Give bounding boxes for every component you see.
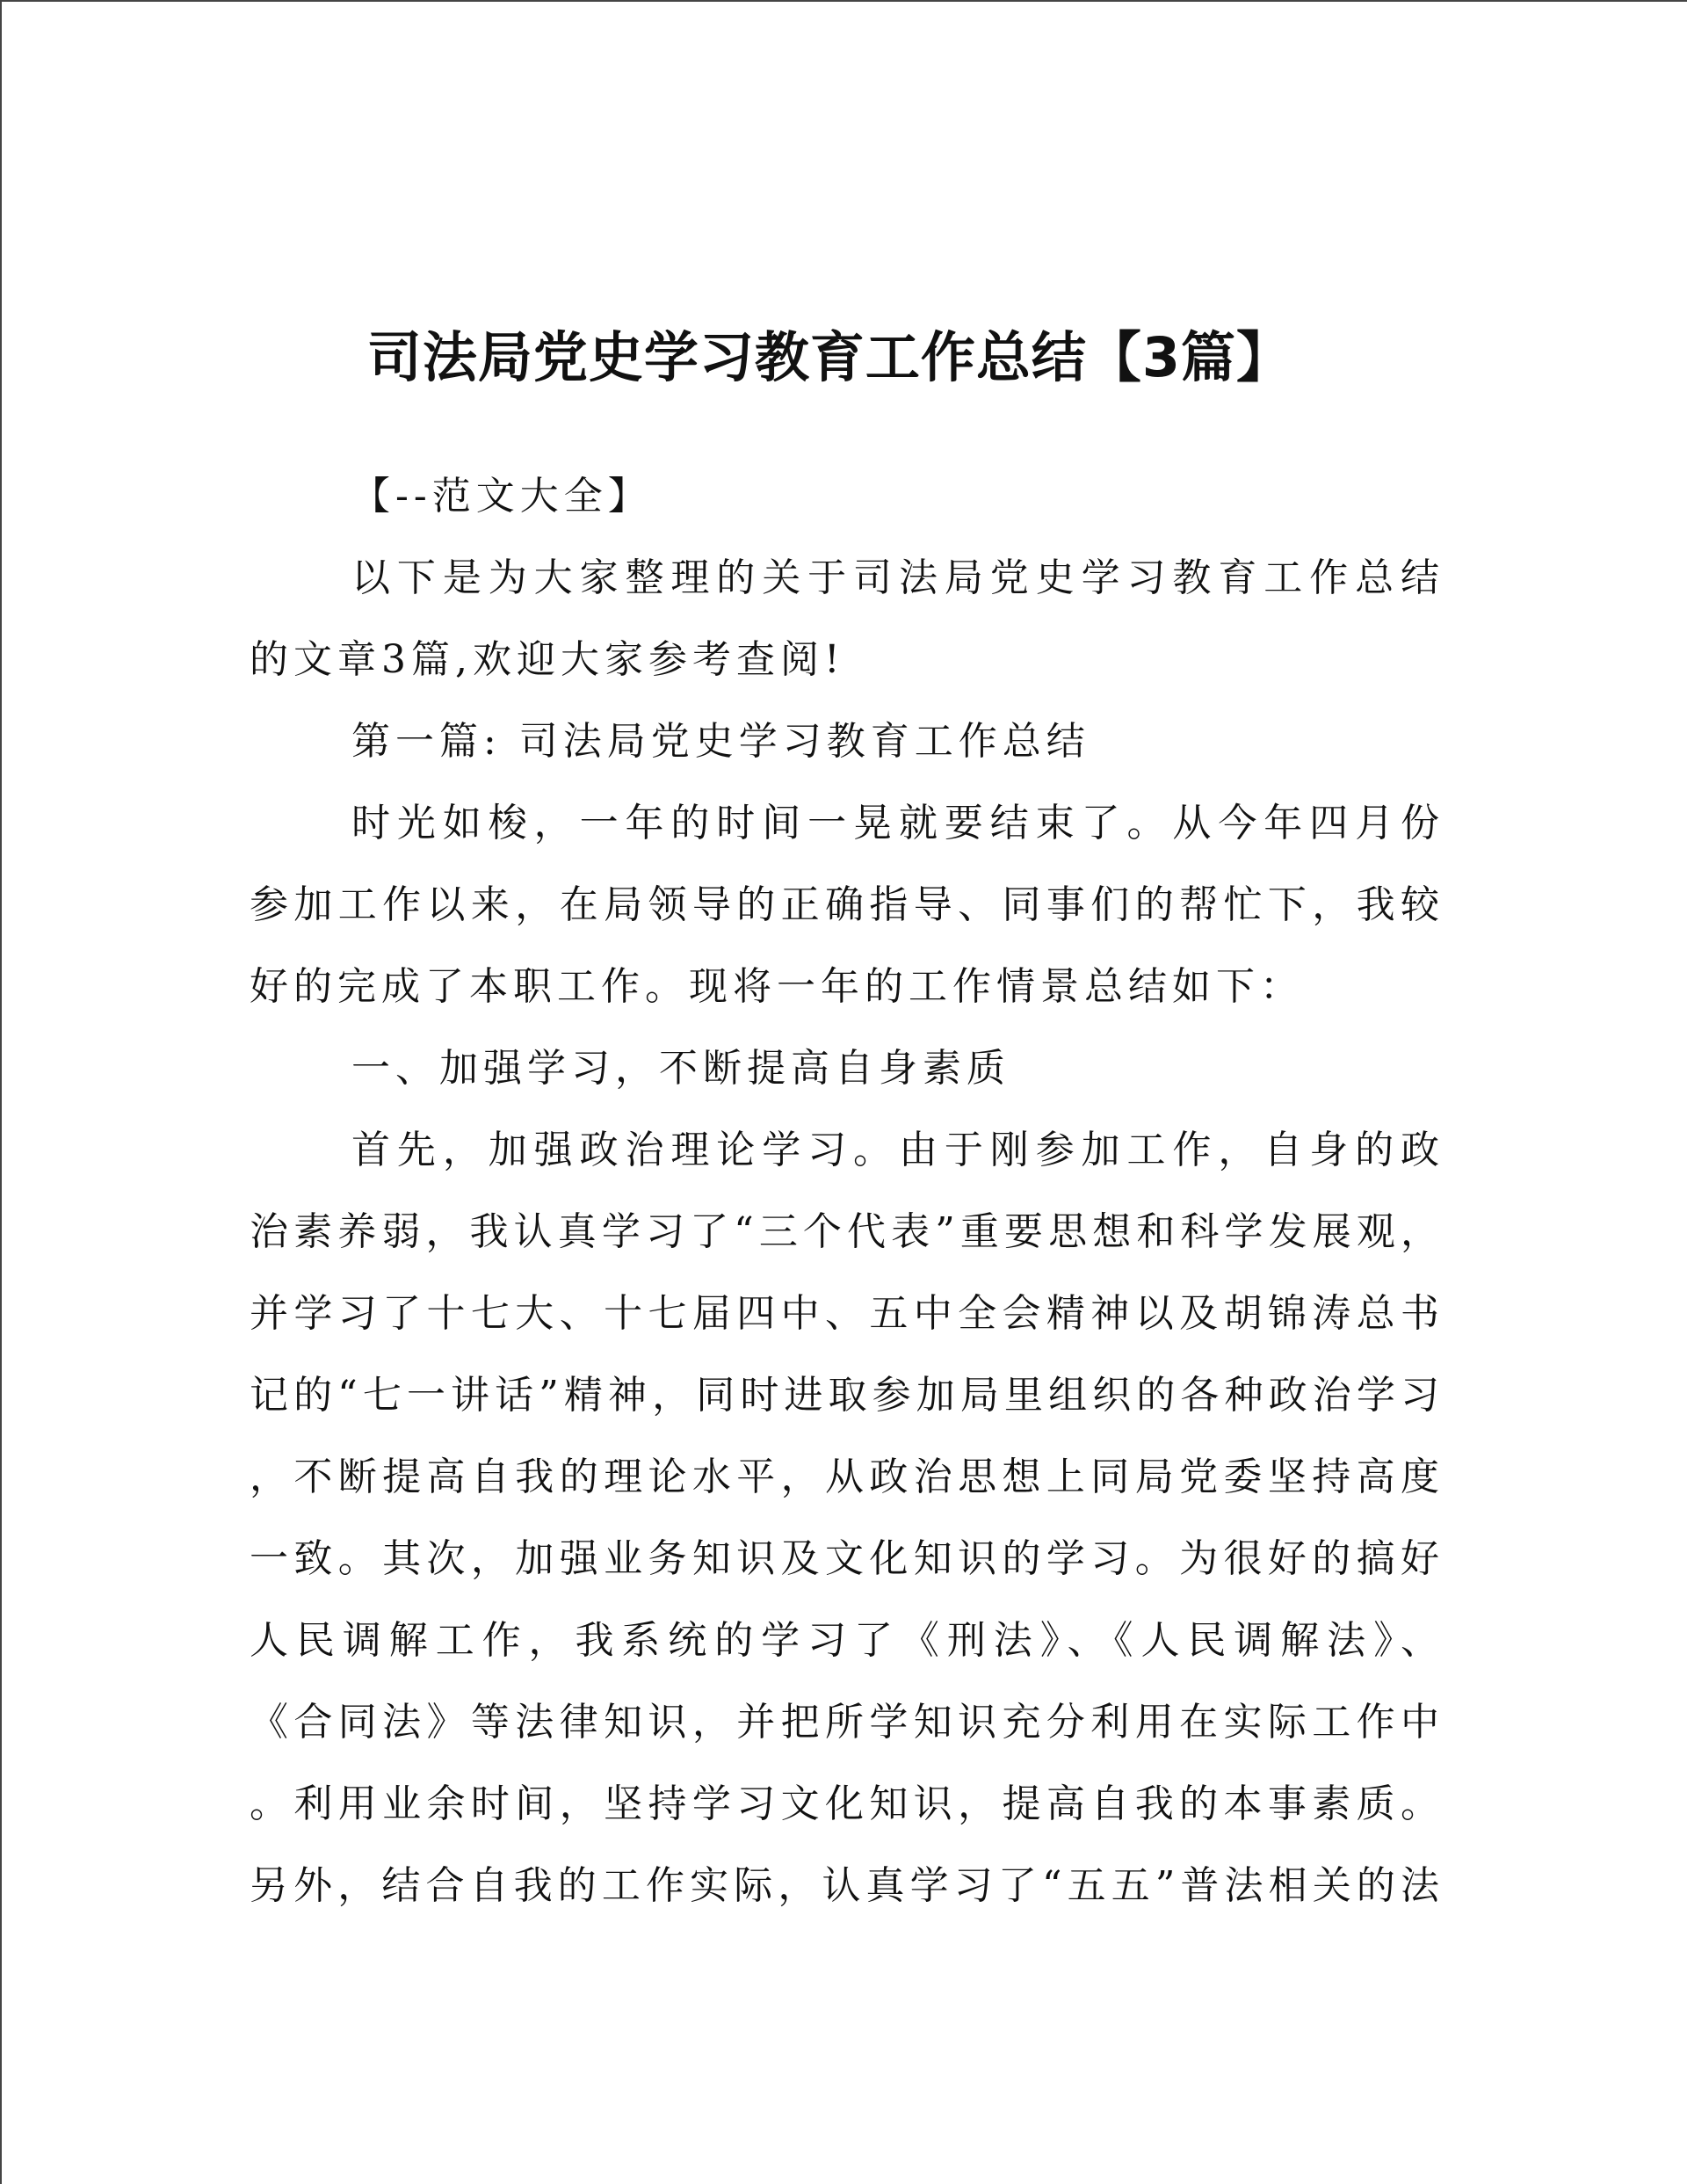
document-title: 司法局党史学习教育工作总结【3篇】 (366, 324, 1292, 389)
paragraph-line: 。利用业余时间，坚持学习文化知识，提高自我的本事素质。 (250, 1781, 1444, 1826)
paragraph-line: 治素养弱，我认真学习了“三个代表”重要思想和科学发展观， (250, 1209, 1444, 1254)
section-heading: 第一篇: 司法局党史学习教育工作总结 (351, 719, 1090, 764)
paragraph-line: 另外，结合自我的工作实际，认真学习了“五五”普法相关的法 (250, 1863, 1444, 1908)
document-body (250, 455, 1444, 1926)
subsection-heading: 一、加强学习，不断提高自身素质 (351, 1046, 1010, 1091)
paragraph-line: 一致。其次，加强业务知识及文化知识的学习。为很好的搞好 (250, 1536, 1444, 1581)
paragraph-line: 人民调解工作，我系统的学习了《刑法》、《人民调解法》、 (250, 1618, 1444, 1663)
paragraph-line: 记的“七一讲话”精神，同时进取参加局里组织的各种政治学习 (250, 1373, 1444, 1418)
paragraph-line: 并学习了十七大、十七届四中、五中全会精神以及胡锦涛总书 (250, 1291, 1444, 1336)
paragraph-line: 以下是为大家整理的关于司法局党史学习教育工作总结 (351, 555, 1444, 600)
paragraph-line: 时光如梭，一年的时间一晃就要结束了。从今年四月份 (351, 801, 1444, 845)
source-tag: 【--范文大全】 (351, 474, 652, 519)
paragraph-line: 首先，加强政治理论学习。由于刚参加工作，自身的政 (351, 1128, 1444, 1172)
paragraph-line: ，不断提高自我的理论水平，从政治思想上同局党委坚持高度 (250, 1455, 1444, 1499)
paragraph-line: 《合同法》等法律知识，并把所学知识充分利用在实际工作中 (250, 1700, 1444, 1745)
paragraph-line: 好的完成了本职工作。现将一年的工作情景总结如下： (250, 964, 1304, 1009)
paragraph-line: 的文章3篇,欢迎大家参考查阅! (250, 637, 845, 682)
paragraph-line: 参加工作以来，在局领导的正确指导、同事们的帮忙下，我较 (250, 882, 1444, 927)
